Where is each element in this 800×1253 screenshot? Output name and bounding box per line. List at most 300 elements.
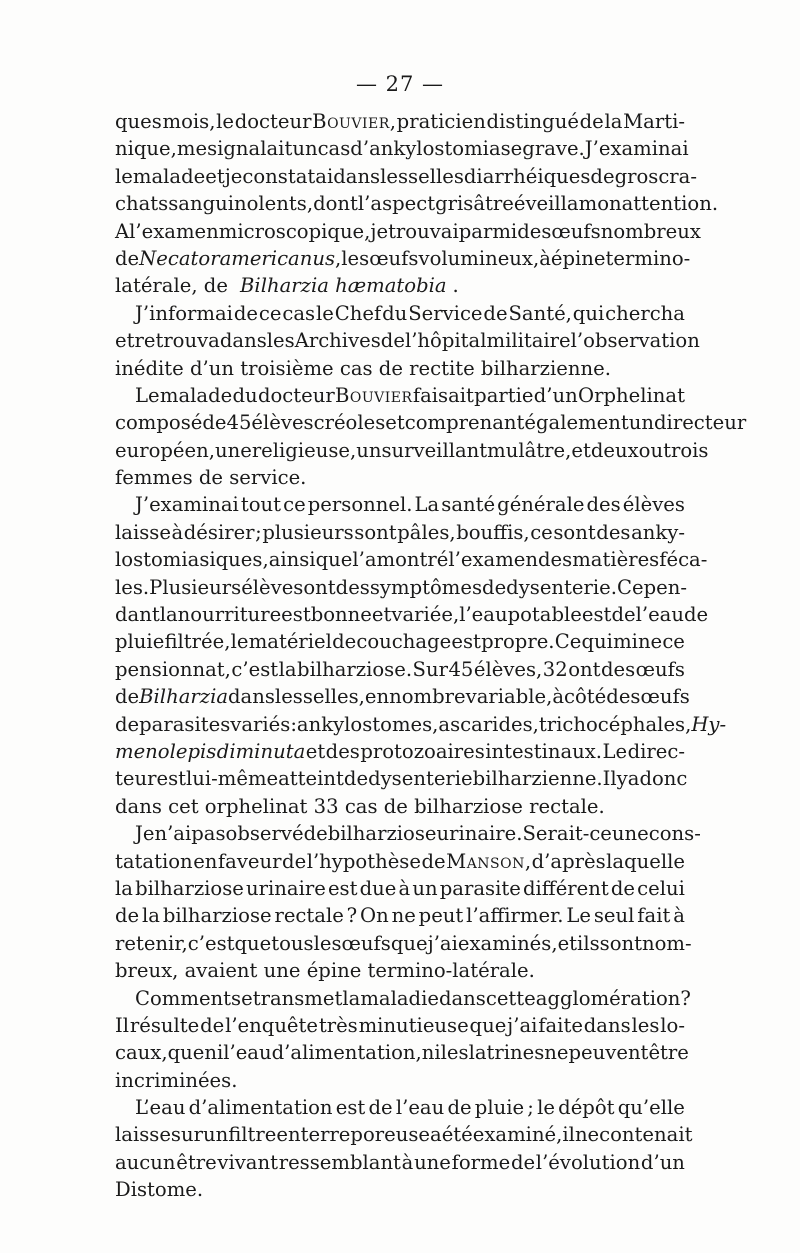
word: des <box>596 520 631 544</box>
word: dans <box>228 685 275 709</box>
word: à <box>171 520 184 544</box>
word: Orphelinat <box>578 383 685 407</box>
word: matériel <box>248 630 332 654</box>
text-line <box>115 1012 685 1039</box>
page-number: — 27 — <box>355 72 445 96</box>
word: cons- <box>648 822 701 846</box>
word: que <box>234 931 272 955</box>
text-line <box>115 245 691 272</box>
word: pensionnat, <box>115 657 231 681</box>
word: ce <box>258 301 282 325</box>
word: retenir, <box>115 931 188 955</box>
word: générale <box>497 493 585 517</box>
word: les <box>274 685 303 709</box>
word: l’eau <box>223 1041 272 1065</box>
word: Il <box>115 1013 130 1037</box>
word: est <box>581 603 612 627</box>
word: Archives <box>294 329 381 353</box>
word: une <box>214 438 252 462</box>
text-line <box>115 930 692 957</box>
word: Je <box>135 822 155 846</box>
word: de <box>303 822 328 846</box>
word: poreuse <box>350 1123 430 1147</box>
word: maladie <box>360 986 439 1010</box>
paragraph <box>115 820 701 984</box>
word: composé <box>115 411 203 435</box>
word: de <box>115 246 140 270</box>
word: pas <box>191 822 226 846</box>
word: vivant <box>217 1150 278 1174</box>
word: l’affirmer. <box>466 904 564 928</box>
word: laisse <box>115 1123 171 1147</box>
word: distingué <box>486 110 579 133</box>
word: nom- <box>642 931 692 955</box>
word: Comment <box>135 986 232 1010</box>
word: J’informai <box>135 301 233 325</box>
text-line <box>115 519 685 546</box>
word: de <box>233 301 258 325</box>
word: éveilla <box>513 192 579 216</box>
word: constatai <box>242 164 334 188</box>
word: nourriture <box>177 603 282 627</box>
text-line <box>115 1176 685 1203</box>
word: mulâtre, <box>487 438 572 462</box>
word: bilharzienne. <box>472 767 603 791</box>
word: également <box>524 411 629 435</box>
text-line <box>115 491 685 518</box>
text-line <box>115 574 685 601</box>
word: d’après <box>531 849 606 873</box>
word: été <box>441 1123 473 1147</box>
word: variable, <box>465 685 553 709</box>
word: la <box>342 986 361 1010</box>
word: pluie <box>474 1096 525 1120</box>
word: propre. <box>481 630 555 654</box>
word: selles <box>408 164 464 188</box>
word: americanus, <box>219 246 342 270</box>
body-text <box>115 108 747 1204</box>
word: ne <box>391 904 416 928</box>
word: ou <box>638 438 664 462</box>
word: praticien <box>396 110 486 133</box>
word: j’ai <box>507 1013 538 1037</box>
word: à <box>673 904 685 928</box>
word: j’ai <box>427 931 458 955</box>
word: 45 <box>226 411 252 435</box>
word: les <box>266 329 295 353</box>
word: 45 <box>448 657 474 681</box>
text-line <box>115 765 688 792</box>
text-line <box>115 135 689 162</box>
text-line <box>115 793 685 820</box>
word: nombreux <box>600 219 701 243</box>
word: faveur <box>217 849 282 873</box>
word: être <box>648 1041 689 1065</box>
word: diminuta <box>216 739 306 763</box>
word: peuvent <box>568 1041 649 1065</box>
word: se <box>231 986 253 1010</box>
word: œufs <box>635 657 685 681</box>
word: et <box>371 603 392 627</box>
word: dépôt <box>558 1096 615 1120</box>
word: bonne <box>310 603 372 627</box>
word: je <box>370 219 389 243</box>
text-line <box>115 683 690 710</box>
word: ressemblant <box>278 1150 401 1174</box>
word: est <box>156 767 186 791</box>
word: de <box>115 712 140 736</box>
word: l’enquête <box>225 1013 318 1037</box>
word: anky- <box>631 520 685 544</box>
word: intestinaux. <box>485 739 603 763</box>
word: des <box>600 657 636 681</box>
word: ont <box>568 657 601 681</box>
text-line <box>115 327 700 354</box>
word: Le <box>602 739 628 763</box>
word: à <box>539 246 551 270</box>
word: variée, <box>391 603 460 627</box>
word: est <box>281 603 311 627</box>
word: élèves <box>622 493 685 517</box>
text-line <box>115 272 685 299</box>
word: que <box>469 1013 507 1037</box>
text-line <box>115 464 685 491</box>
word: qui <box>572 301 605 325</box>
word: Hy- <box>691 712 727 736</box>
word: à <box>398 876 411 900</box>
word: des <box>325 739 360 763</box>
word: faite <box>538 1013 583 1037</box>
word: de <box>447 1096 472 1120</box>
word: sont <box>354 520 397 544</box>
word: laquelle <box>606 849 685 873</box>
word: tout <box>240 493 282 517</box>
word: l’hôpital <box>404 329 487 353</box>
word: un <box>628 411 655 435</box>
text-line <box>115 1039 689 1066</box>
word: de <box>510 1150 536 1174</box>
word: je <box>224 164 243 188</box>
word: minutieuse <box>358 1013 469 1037</box>
word: Bouvier <box>334 383 413 407</box>
word: A <box>115 219 130 243</box>
word: attention. <box>621 192 719 216</box>
word: ; <box>527 1096 534 1120</box>
word: signalait <box>207 137 293 161</box>
word: seul <box>593 904 635 928</box>
word: dysenterie <box>368 767 473 791</box>
word: partie <box>474 383 534 407</box>
word: est <box>335 1096 366 1120</box>
word: potable <box>507 603 582 627</box>
word: J’examinai <box>135 493 239 517</box>
text-line <box>115 957 685 984</box>
text-line <box>115 1067 685 1094</box>
word: atteint <box>278 767 344 791</box>
text-line <box>115 820 701 847</box>
word: malade <box>132 164 206 188</box>
paragraph <box>115 108 719 300</box>
word: l’examen <box>129 219 219 243</box>
word: Serait-ce <box>522 822 612 846</box>
word: œufs <box>640 685 690 709</box>
word: personnel. <box>307 493 413 517</box>
word: ce <box>662 630 685 654</box>
word: trois <box>663 438 709 462</box>
word: de <box>115 904 140 928</box>
word: grisâtre <box>435 192 514 216</box>
text-line <box>115 656 685 683</box>
word: d’alimentation, <box>271 1041 422 1065</box>
word: observé <box>225 822 304 846</box>
text-line <box>115 190 719 217</box>
word: des <box>335 575 370 599</box>
word: Necator <box>139 246 220 270</box>
text-line <box>115 711 727 738</box>
word: des <box>517 219 552 243</box>
word: lostomiasiques, <box>115 548 269 572</box>
word: Plusieurs <box>149 575 242 599</box>
word: les <box>631 1013 660 1037</box>
word: dont <box>313 192 358 216</box>
word: ont <box>303 575 336 599</box>
word: de <box>368 1096 393 1120</box>
word: surveillant <box>381 438 488 462</box>
text-run: latérale, de <box>115 274 235 298</box>
word: volumineux, <box>418 246 540 270</box>
word: tous <box>271 931 314 955</box>
word: que <box>390 931 428 955</box>
word: ainsi <box>268 548 316 572</box>
text-run: femmes de service. <box>115 466 307 490</box>
word: de <box>282 849 307 873</box>
word: examinés, <box>457 931 558 955</box>
word: sur <box>170 1123 203 1147</box>
text-run: incriminées. <box>115 1068 238 1092</box>
word: ; <box>255 520 262 544</box>
word: ni <box>421 1041 441 1065</box>
word: élèves, <box>473 657 543 681</box>
word: termino- <box>605 246 691 270</box>
word: bilharziose <box>162 904 272 928</box>
word: du <box>232 383 258 407</box>
word: et <box>557 931 578 955</box>
word: cra- <box>658 164 697 188</box>
word: la <box>142 904 160 928</box>
word: les <box>341 246 370 270</box>
text-run: Bilharzia hæmatobia <box>240 274 447 298</box>
word: d’un <box>640 1150 685 1174</box>
word: deux <box>590 438 639 462</box>
word: bouffis, <box>456 520 530 544</box>
text-run: inédite d’un troisième cas de rectite bilharzienne. <box>115 356 611 380</box>
word: l’a <box>352 548 377 572</box>
word: l’évolution <box>535 1150 641 1174</box>
word: qui <box>581 630 613 654</box>
word: La <box>414 493 440 517</box>
word: docteur <box>234 110 312 133</box>
word: de <box>683 603 709 627</box>
word: latrines <box>468 1041 545 1065</box>
word: cette <box>485 986 536 1010</box>
word: des <box>586 493 621 517</box>
word: pluie <box>115 630 165 654</box>
word: teur <box>115 767 157 791</box>
word: c’est <box>187 931 235 955</box>
word: mon <box>578 192 622 216</box>
word: ils <box>577 931 600 955</box>
word: faisait <box>412 383 474 407</box>
text-line <box>115 902 685 929</box>
word: épine <box>550 246 606 270</box>
word: couchage <box>356 630 452 654</box>
text-line <box>115 546 708 573</box>
word: L’eau <box>135 1096 186 1120</box>
word: mois, <box>162 110 216 133</box>
word: dans <box>438 986 486 1010</box>
word: trouvai <box>388 219 459 243</box>
word: : <box>290 712 297 736</box>
word: religieuse, <box>251 438 357 462</box>
word: un <box>412 876 438 900</box>
word: œufs <box>341 931 391 955</box>
word: l’examen <box>448 548 538 572</box>
word: dans <box>219 329 267 353</box>
text-line <box>115 601 709 628</box>
word: la <box>604 110 623 133</box>
word: de <box>590 164 615 188</box>
word: élèves <box>251 411 314 435</box>
word: parmi <box>458 219 518 243</box>
word: Cepen- <box>616 575 687 599</box>
text-line <box>115 300 685 327</box>
word: 32 <box>542 657 568 681</box>
word: l’eau <box>459 603 508 627</box>
word: ? <box>346 904 358 928</box>
word: des <box>538 548 573 572</box>
word: grave. <box>522 137 585 161</box>
word: me <box>176 137 208 161</box>
word: ne <box>574 1123 600 1147</box>
word: de <box>611 603 636 627</box>
word: que <box>167 1041 205 1065</box>
word: du <box>382 301 408 325</box>
word: dans <box>583 1013 631 1037</box>
word: Chef <box>334 301 382 325</box>
word: agglomération <box>535 986 681 1010</box>
word: dans <box>333 164 381 188</box>
text-line <box>115 1149 685 1176</box>
word: de <box>380 329 405 353</box>
word: et <box>571 438 591 462</box>
word: ce <box>283 493 306 517</box>
word: c’est <box>231 657 279 681</box>
word: est <box>451 630 481 654</box>
word: urinaire. <box>436 822 523 846</box>
word: de <box>421 849 446 873</box>
word: et <box>385 411 405 435</box>
text-line <box>115 163 697 190</box>
word: élèves <box>241 575 304 599</box>
word: caux, <box>115 1041 168 1065</box>
word: militaire <box>486 329 571 353</box>
word: l’hypothèse <box>306 849 421 873</box>
word: de <box>332 630 357 654</box>
word: ankylostomes, <box>296 712 439 736</box>
word: filtre <box>228 1123 277 1147</box>
text-line <box>115 355 685 382</box>
word: contenait <box>599 1123 693 1147</box>
word: la <box>115 876 133 900</box>
word: le <box>315 301 334 325</box>
text-line <box>115 409 747 436</box>
word: comprenant <box>404 411 525 435</box>
text-line <box>115 985 691 1012</box>
word: un <box>292 137 318 161</box>
text-line <box>115 437 709 464</box>
word: en <box>193 849 218 873</box>
word: le <box>115 164 133 188</box>
word: les <box>313 931 342 955</box>
word: dysenterie. <box>506 575 617 599</box>
word: rectale <box>274 904 344 928</box>
word: cas <box>282 301 316 325</box>
word: On <box>360 904 389 928</box>
word: côté <box>564 685 607 709</box>
word: d’ankylostomiase <box>350 137 523 161</box>
word: une <box>611 822 649 846</box>
word: a <box>430 1123 442 1147</box>
word: européen, <box>115 438 215 462</box>
word: qu’elle <box>617 1096 685 1120</box>
word: il <box>562 1123 575 1147</box>
word: gros <box>614 164 659 188</box>
word: santé <box>441 493 496 517</box>
word: un <box>202 1123 229 1147</box>
word: retrouva <box>134 329 220 353</box>
word: transmet <box>252 986 343 1010</box>
word: œufs <box>369 246 419 270</box>
word: symptômes <box>369 575 483 599</box>
word: pâles, <box>397 520 456 544</box>
word: de <box>482 575 507 599</box>
word: microscopique, <box>218 219 371 243</box>
text-run: dans cet orphelinat 33 cas de bilharziose rectale. <box>115 794 605 818</box>
word: les <box>380 164 409 188</box>
word: direc- <box>627 739 685 763</box>
text-line <box>115 382 685 409</box>
word: matières <box>572 548 660 572</box>
word: laisse <box>115 520 171 544</box>
word: et <box>115 329 135 353</box>
word: et <box>205 164 225 188</box>
word: créoles <box>313 411 386 435</box>
word: ascarides, <box>438 712 539 736</box>
text-line <box>115 218 701 245</box>
word: Le <box>566 904 591 928</box>
word: la <box>278 657 297 681</box>
paragraph <box>115 300 700 382</box>
word: menolepis <box>115 739 217 763</box>
word: tatation <box>115 849 193 873</box>
word: que <box>315 548 353 572</box>
word: peut <box>418 904 464 928</box>
word: Ce <box>554 630 582 654</box>
word: bilharziose. <box>297 657 413 681</box>
word: de <box>483 301 508 325</box>
word: résulte <box>129 1013 200 1037</box>
word: le <box>537 1096 555 1120</box>
